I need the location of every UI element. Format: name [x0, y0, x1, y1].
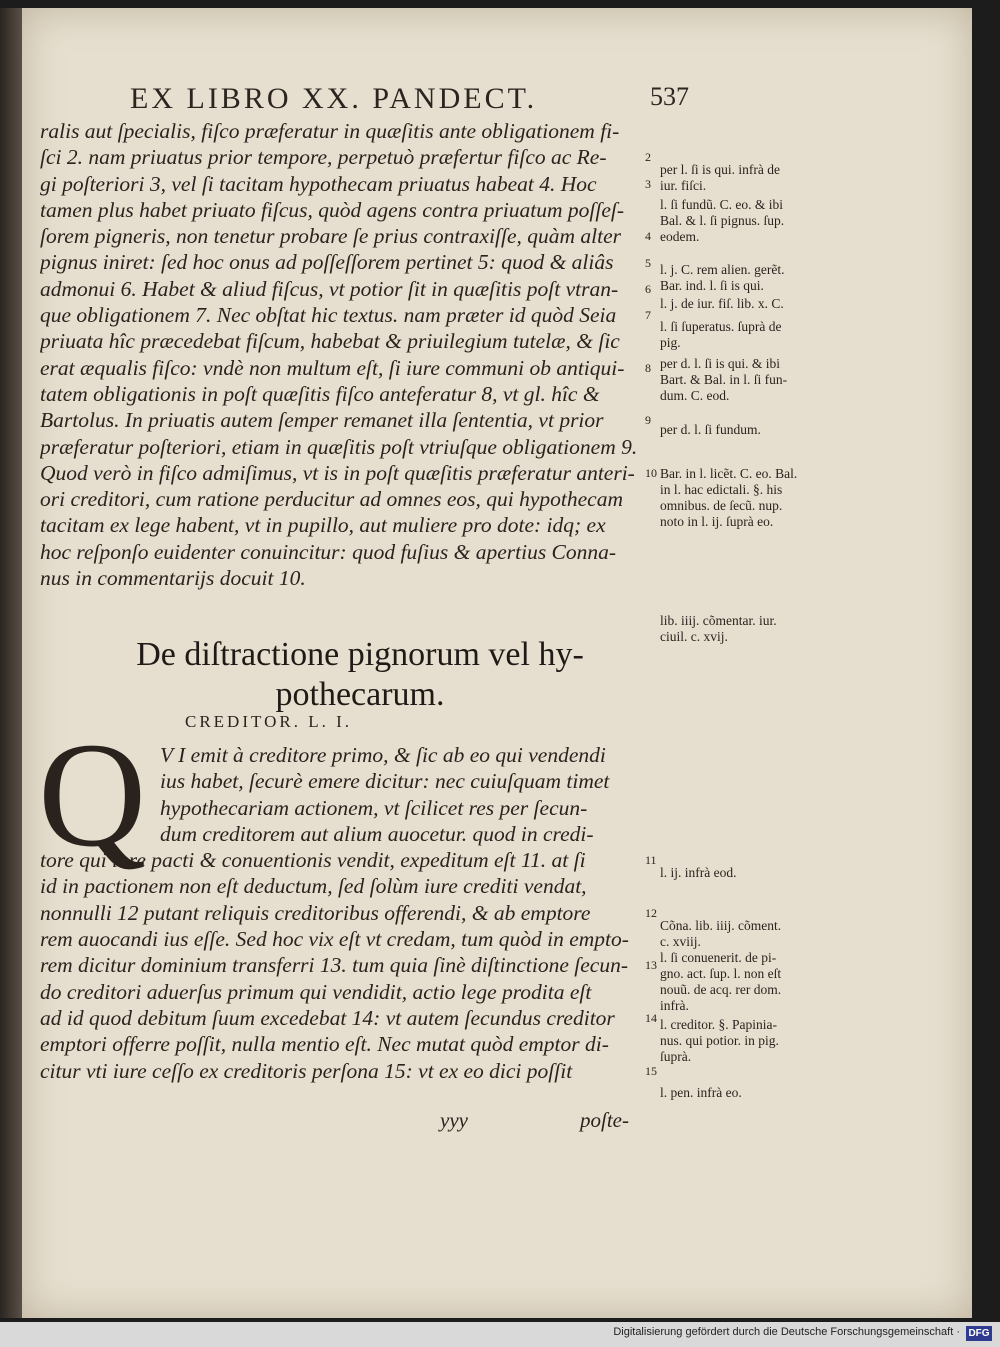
- side-note-line: pig.: [660, 335, 681, 350]
- side-note: [660, 356, 860, 404]
- side-note-line: Bar. in l. licẽt. C. eo. Bal.: [660, 466, 798, 481]
- side-note-line: l. ſi fundũ. C. eo. & ibi: [660, 197, 783, 212]
- text-line: do creditori aduerſus primum qui vendidit, actio lege prodita eſt: [40, 979, 592, 1004]
- side-note: [660, 262, 860, 294]
- margin-note-number: 12: [645, 905, 657, 920]
- side-note: [660, 296, 860, 312]
- text-line: nonnulli 12 putant reliquis creditoribus offerendi, & ab emptore: [40, 900, 591, 925]
- text-line: admonui 6. Habet & aliud fiſcus, vt potior ſit in quæſitis poſt vtran-: [40, 276, 619, 301]
- side-note-line: ſuprà.: [660, 1049, 692, 1064]
- signature-mark: yyy: [440, 1108, 468, 1132]
- side-note-line: per d. l. ſi is qui. & ibi: [660, 356, 780, 371]
- side-note-line: l. ſi ſuperatus. ſuprà de: [660, 319, 782, 334]
- side-note-line: per d. l. ſi fundum.: [660, 422, 761, 437]
- text-line: pignus iniret: ſed hoc onus ad poſſeſſorem pertinet 5: quod & aliâs: [40, 250, 614, 275]
- side-note-line: noto in l. ij. ſuprà eo.: [660, 514, 774, 529]
- text-line: citur vti iure ceſſo ex creditoris perſona 15: vt ex eo dici poſſit: [40, 1058, 573, 1083]
- side-note-line: nouũ. de acq. rer dom.: [660, 982, 782, 997]
- side-note-line: l. j. C. rem alien. gerẽt.: [660, 262, 785, 277]
- running-head: EX LIBRO XX. PANDECT.: [130, 82, 538, 115]
- margin-note-number: 4: [645, 229, 651, 244]
- main-text: [40, 118, 660, 591]
- section-title-line-2: pothecarum.: [275, 676, 445, 713]
- text-line: emptori offerre poſſit, nulla mentio eſt. Nec mutat quòd emptor di-: [40, 1032, 609, 1057]
- text-line: V I emit à creditore primo, & ſic ab eo qui vendendi: [160, 743, 606, 767]
- side-note: [660, 613, 860, 645]
- text-line: ralis aut ſpecialis, fiſco præferatur in quæſitis ante obligationem fi-: [40, 119, 620, 143]
- law-heading: CREDITOR. L. I.: [185, 712, 352, 731]
- text-line: ad id quod debitum ſuum excedebat 14: vt autem ſecundus creditor: [40, 1005, 615, 1030]
- dfg-logo: DFG: [966, 1326, 992, 1341]
- side-note-line: infrà.: [660, 998, 689, 1013]
- side-note-line: nus. qui potior. in pig.: [660, 1033, 779, 1048]
- text-line: erat æqualis fiſco: vndè non multum eſt, ſi iure communi ob antiqui-: [40, 355, 625, 380]
- text-line: ſorem pigneris, non tenetur probare ſe prius contraxiſſe, quàm alter: [40, 224, 622, 249]
- text-line: gi poſteriori 3, vel ſi tacitam hypothecam priuatus habeat 4. Hoc: [40, 171, 597, 196]
- side-note: [660, 918, 860, 950]
- side-note-line: l. pen. infrà eo.: [660, 1085, 742, 1100]
- section-title: [100, 635, 620, 715]
- side-note-line: in l. hac edictali. §. his: [660, 482, 783, 497]
- book-spine: [0, 8, 22, 1318]
- margin-note-number: 2: [645, 150, 651, 165]
- text-line: nus in commentarijs docuit 10.: [40, 566, 306, 591]
- side-note: [660, 950, 860, 1014]
- side-note: [660, 162, 860, 194]
- drop-cap: Q: [38, 712, 147, 878]
- text-line: hoc reſponſo euidenter conuincitur: quod fuſius & apertius Conna-: [40, 539, 617, 564]
- text-line: ori creditori, cum ratione perducitur ad omnes eos, qui hypothecam: [40, 487, 623, 512]
- text-line: dum creditorem aut alium auocetur. quod in credi-: [160, 821, 594, 846]
- side-note-line: iur. fiſci.: [660, 178, 707, 193]
- text-line: ius habet, ſecurè emere dicitur: nec cuiuſquam timet: [160, 769, 610, 794]
- page-number: 537: [650, 82, 689, 111]
- side-note: [660, 197, 860, 245]
- margin-note-number: 8: [645, 360, 651, 375]
- margin-note-number: 9: [645, 413, 651, 428]
- side-note-line: Cõna. lib. iiij. cõment.: [660, 918, 782, 933]
- margin-note-number: 6: [645, 281, 651, 296]
- side-note-line: Bar. ind. l. ſi is qui.: [660, 278, 764, 293]
- side-note-line: omnibus. de ſecũ. nup.: [660, 498, 783, 513]
- side-note-line: per l. ſi is qui. infrà de: [660, 162, 780, 177]
- margin-note-number: 10: [645, 465, 657, 480]
- side-note-line: dum. C. eod.: [660, 388, 730, 403]
- side-note: [660, 1085, 860, 1101]
- side-note-line: gno. act. ſup. l. non eſt: [660, 966, 782, 981]
- side-note: [660, 422, 860, 438]
- text-line: Bartolus. In priuatis autem ſemper remanet illa ſententia, vt prior: [40, 408, 604, 433]
- margin-note-number: 11: [645, 853, 657, 868]
- margin-note-number: 5: [645, 255, 651, 270]
- side-note-line: l. creditor. §. Papinia-: [660, 1017, 777, 1032]
- side-note: [660, 1017, 860, 1065]
- text-line: præferatur poſteriori, etiam in quæſitis poſt vtriuſque obligationem 9.: [40, 434, 638, 459]
- margin-note-number: 7: [645, 308, 651, 323]
- margin-note-number: 14: [645, 1011, 657, 1025]
- side-note: [660, 466, 860, 530]
- margin-note-number: 15: [645, 1063, 657, 1078]
- text-line: tamen plus habet priuato fiſcus, quòd agens contra priuatum poſſeſ-: [40, 197, 625, 222]
- side-note-line: Bal. & l. ſi pignus. ſup.: [660, 213, 785, 228]
- footer-bar: [0, 1322, 1000, 1347]
- body-text: [40, 742, 660, 1084]
- text-line: tatem obligationis in poſt quæſitis fiſco anteferatur 8, vt gl. hîc &: [40, 381, 600, 406]
- side-note-line: ciuil. c. xvij.: [660, 629, 728, 644]
- side-note-line: Bart. & Bal. in l. ſi fun-: [660, 372, 788, 387]
- text-line: hypothecariam actionem, vt ſcilicet res per ſecun-: [160, 795, 588, 820]
- text-line: rem dicitur dominium transferri 13. tum quia ſinè diſtinctione ſecun-: [40, 953, 629, 978]
- catchword: poſte-: [580, 1108, 629, 1132]
- side-note-line: lib. iiij. cõmentar. iur.: [660, 613, 777, 628]
- text-line: Quod verò in fiſco admiſimus, vt is in poſt quæſitis præferatur anteri-: [40, 460, 635, 485]
- text-line: que obligationem 7. Nec obſtat hic textus. nam præter id quòd Seia: [40, 303, 617, 328]
- text-line: rem auocandi ius eſſe. Sed hoc vix eſt vt credam, tum quòd in empto-: [40, 927, 629, 952]
- section-title-line-1: De diſtractione pignorum vel hy-: [136, 636, 584, 673]
- side-note-line: l. ſi conuenerit. de pi-: [660, 950, 777, 965]
- margin-note-number: 3: [645, 176, 651, 191]
- side-note: [660, 319, 860, 351]
- side-note-line: c. xviij.: [660, 934, 701, 949]
- page-header: [110, 82, 710, 122]
- text-line: ſci 2. nam priuatus prior tempore, perpetuò præfertur fiſco ac Re-: [40, 145, 607, 170]
- footer-credit: Digitalisierung gefördert durch die Deutsche Forschungsgemeinschaft ·: [613, 1326, 960, 1338]
- side-note-line: l. ij. infrà eod.: [660, 865, 737, 880]
- side-note-line: l. j. de iur. fiſ. lib. x. C.: [660, 296, 784, 311]
- text-line: priuata hîc præcedebat fiſcum, habebat & priuilegium tutelæ, & ſic: [40, 329, 620, 354]
- side-note: [660, 865, 860, 881]
- side-note-line: eodem.: [660, 229, 700, 244]
- text-line: tacitam ex lege habent, vt in pupillo, aut muliere pro dote: idq; ex: [40, 513, 606, 538]
- text-line: tore qui iure pacti & conuentionis vendit, expeditum eſt 11. at ſi: [40, 848, 586, 873]
- margin-note-number: 13: [645, 958, 657, 973]
- text-line: id in pactionem non eſt deductum, ſed ſolùm iure crediti vendat,: [40, 874, 587, 899]
